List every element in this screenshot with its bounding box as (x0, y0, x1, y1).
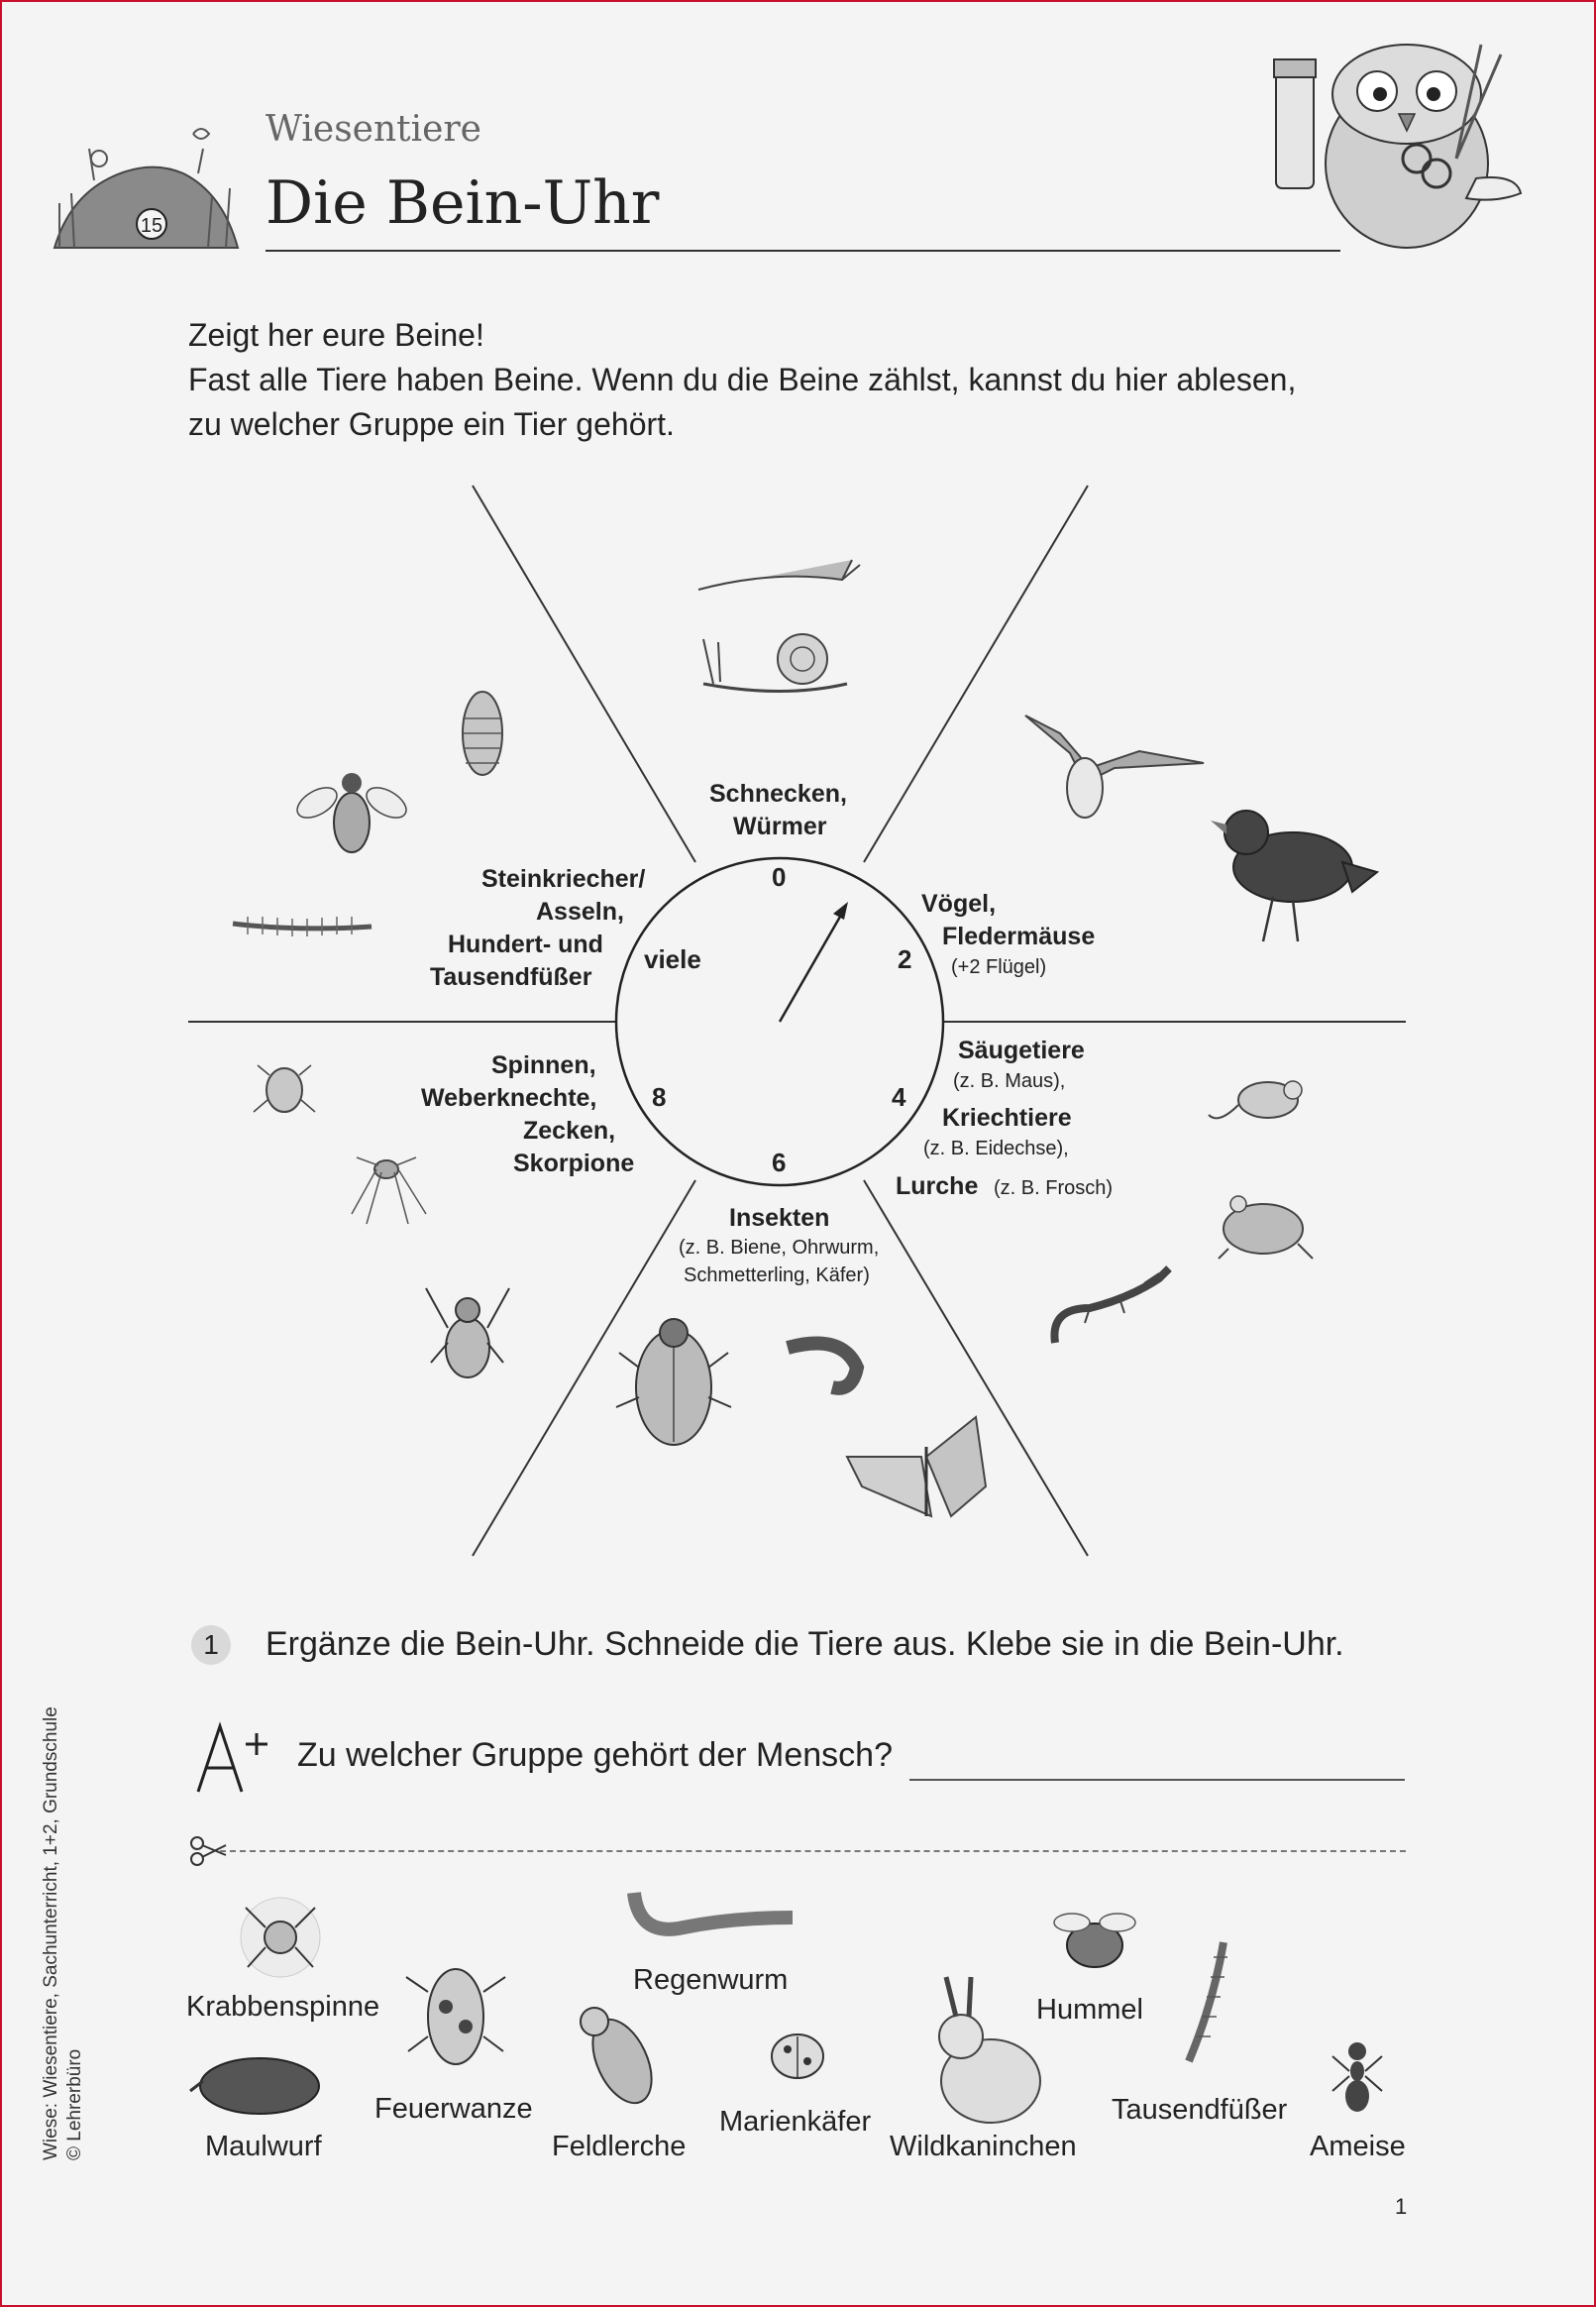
group-eight-line2: Weberknechte, (421, 1084, 597, 1112)
snail-icon (703, 634, 847, 692)
firebug-icon (406, 1969, 505, 2064)
group-eight-line3: Zecken, (523, 1117, 616, 1145)
clock-number-0: 0 (772, 862, 787, 892)
group-many-line3: Hundert- und (448, 931, 603, 958)
page-number: 1 (1395, 2194, 1408, 2219)
harvestman-icon (352, 1157, 426, 1224)
cutout-krabbenspinne: Krabbenspinne (186, 1991, 380, 2023)
group-six-note2: Schmetterling, Käfer) (684, 1264, 870, 1286)
cutout-maulwurf: Maulwurf (205, 2131, 322, 2162)
group-six-note1: (z. B. Biene, Ohrwurm, (679, 1237, 880, 1259)
group-four-note1: (z. B. Maus), (953, 1070, 1066, 1092)
credit-line-1: Wiese: Wiesentiere, Sachunterricht, 1+2, Grundschule (41, 1706, 61, 2160)
group-six-line1: Insekten (729, 1204, 830, 1232)
crab-spider-icon (241, 1898, 320, 1977)
group-two-note: (+2 Flügel) (951, 956, 1047, 978)
millipede-icon (1189, 1942, 1227, 2061)
blackbird-icon (1211, 811, 1377, 941)
group-zero-line2: Würmer (733, 813, 827, 840)
clock-hand (780, 902, 848, 1022)
mole-icon (190, 2058, 319, 2114)
centipede-icon (233, 917, 372, 936)
bat-icon (1025, 715, 1204, 818)
bumblebee-icon (1054, 1914, 1135, 1967)
tick-icon (254, 1065, 315, 1112)
intro-line-3: zu welcher Gruppe ein Tier gehört. (188, 406, 675, 442)
task-number: 1 (191, 1625, 231, 1665)
group-many-line2: Asseln, (536, 898, 624, 926)
group-eight-line4: Skorpione (513, 1150, 635, 1177)
group-four-line3: Lurche (896, 1172, 979, 1200)
beetle-icon (616, 1319, 731, 1445)
clock-number-many: viele (644, 944, 701, 974)
group-four-line1: Säugetiere (958, 1037, 1085, 1064)
clock-number-8: 8 (652, 1082, 667, 1112)
page-title: Die Bein-Uhr (266, 168, 660, 238)
cutout-ameise: Ameise (1310, 2131, 1406, 2162)
slug-icon (698, 560, 860, 590)
group-two-line1: Vögel, (921, 890, 997, 918)
intro-text (188, 313, 1476, 447)
cutout-regenwurm: Regenwurm (633, 1964, 789, 1996)
group-four-line2: Kriechtiere (942, 1104, 1072, 1132)
frog-icon (1219, 1196, 1313, 1259)
badge-number: 15 (140, 215, 163, 237)
answer-line[interactable] (909, 1779, 1405, 1781)
lizard-icon (1054, 1268, 1169, 1343)
cutout-feuerwanze: Feuerwanze (374, 2093, 533, 2125)
skylark-icon (581, 2008, 664, 2112)
group-many-line1: Steinkriecher/ (481, 865, 646, 893)
cutout-feldlerche: Feldlerche (552, 2131, 687, 2162)
cutout-hummel: Hummel (1036, 1994, 1143, 2026)
woodlouse-icon (463, 692, 502, 775)
cutout-wildkaninchen: Wildkaninchen (890, 2131, 1077, 2162)
a-plus-icon (198, 1726, 267, 1792)
section-label: Wiesentiere (266, 109, 481, 150)
credit-line-2: © Lehrerbüro (64, 2048, 85, 2160)
group-two-line2: Fledermäuse (942, 923, 1096, 950)
cut-line (220, 1850, 1406, 1852)
group-eight-line1: Spinnen, (491, 1051, 596, 1079)
spider-icon (426, 1288, 509, 1377)
owl-icon (1326, 45, 1521, 248)
title-rule (266, 250, 1340, 252)
group-many-line4: Tausendfüßer (430, 963, 592, 991)
group-four-note2: (z. B. Eidechse), (923, 1138, 1069, 1159)
clock-number-4: 4 (892, 1082, 906, 1112)
task-text: Ergänze die Bein-Uhr. Schneide die Tiere aus. Klebe sie in die Bein-Uhr. (266, 1625, 1344, 1663)
glue-stick-icon (1274, 59, 1316, 188)
side-credit (40, 1665, 87, 2160)
bee-icon (292, 773, 411, 852)
intro-line-2: Fast alle Tiere haben Beine. Wenn du die Beine zählst, kannst du hier ablesen, (188, 362, 1297, 397)
ladybug-icon (772, 2034, 823, 2078)
intro-line-1: Zeigt her eure Beine! (188, 317, 484, 353)
butterfly-icon (847, 1417, 986, 1516)
extra-question: Zu welcher Gruppe gehört der Mensch? (297, 1736, 893, 1774)
larva-icon (788, 1344, 857, 1388)
group-zero-line1: Schnecken, (709, 780, 847, 808)
clock-number-2: 2 (898, 944, 912, 974)
rabbit-icon (939, 1977, 1040, 2123)
clock-number-6: 6 (772, 1148, 787, 1177)
cutout-tausendfuesser: Tausendfüßer (1112, 2094, 1288, 2126)
mouse-icon (1209, 1081, 1302, 1118)
cutout-marienkaefer: Marienkäfer (719, 2106, 872, 2138)
earthworm-icon (634, 1893, 793, 1929)
group-four-note3: (z. B. Frosch) (994, 1177, 1114, 1199)
ant-icon (1332, 2042, 1382, 2112)
